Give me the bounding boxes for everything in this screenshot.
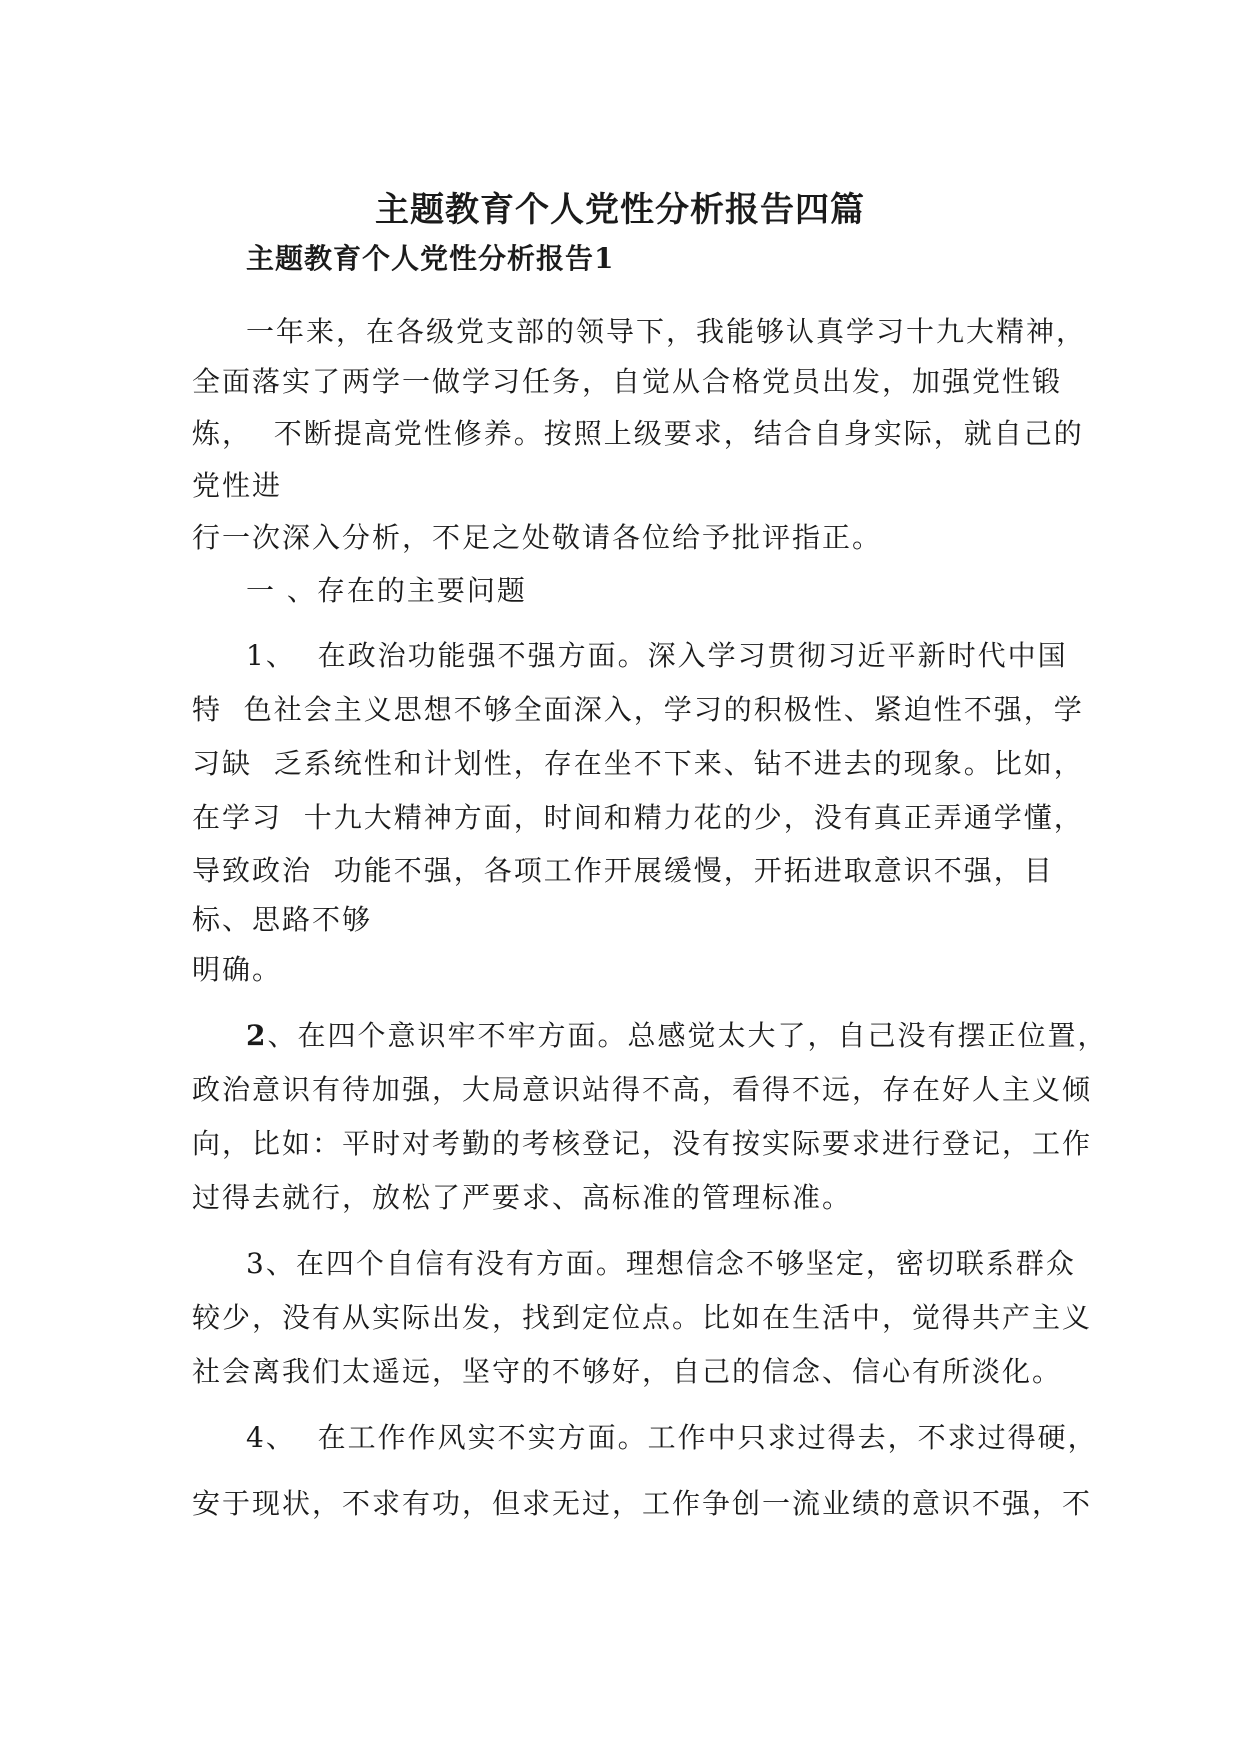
item-line: 导致政治 功能不强，各项工作开展缓慢，开拓进取意识不强，目 xyxy=(192,854,1054,887)
item-line: 标、思路不够 xyxy=(192,903,373,936)
paragraph-line: 行一次深入分析，不足之处敬请各位给予批评指正。 xyxy=(192,521,883,554)
item-text: 、在四个意识牢不牢方面。总感觉太大了，自己没有摆正位置， xyxy=(267,1019,1108,1052)
paragraph-line: 党性进 xyxy=(192,469,283,502)
item-line: 习缺 乏系统性和计划性，存在坐不下来、钻不进去的现象。比如， xyxy=(192,747,1084,780)
item-line: 4、 在工作作风实不实方面。工作中只求过得去，不求过得硬， xyxy=(246,1421,1098,1454)
item-line: 安于现状，不求有功，但求无过，工作争创一流业绩的意识不强，不 xyxy=(192,1487,1093,1520)
item-line: 向，比如：平时对考勤的考核登记，没有按实际要求进行登记，工作 xyxy=(192,1127,1093,1160)
item-line: 明确。 xyxy=(192,953,283,986)
item-line: 政治意识有待加强，大局意识站得不高，看得不远，存在好人主义倾 xyxy=(192,1073,1093,1106)
paragraph-line: 全面落实了两学一做学习任务，自觉从合格党员出发，加强党性锻 xyxy=(192,365,1063,398)
item-line: 3、在四个自信有没有方面。理想信念不够坚定，密切联系群众 xyxy=(246,1247,1076,1280)
item-line: 较少，没有从实际出发，找到定位点。比如在生活中，觉得共产主义 xyxy=(192,1301,1093,1334)
paragraph-line: 炼， 不断提高党性修养。按照上级要求，结合自身实际，就自己的 xyxy=(192,417,1084,450)
paragraph-line: 一年来，在各级党支部的领导下，我能够认真学习十九大精神， xyxy=(246,315,1087,348)
item-line: 过得去就行，放松了严要求、高标准的管理标准。 xyxy=(192,1181,853,1214)
document-title: 主题教育个人党性分析报告四篇 xyxy=(375,190,865,230)
report-subtitle: 主题教育个人党性分析报告1 xyxy=(246,242,615,275)
section-heading: 一 、存在的主要问题 xyxy=(246,574,527,607)
item-line: 在学习 十九大精神方面，时间和精力花的少，没有真正弄通学懂， xyxy=(192,801,1084,834)
item-line xyxy=(246,1018,1108,1054)
item-line: 1、 在政治功能强不强方面。深入学习贯彻习近平新时代中国 xyxy=(246,639,1068,672)
item-line: 社会离我们太遥远，坚守的不够好，自己的信念、信心有所淡化。 xyxy=(192,1355,1063,1388)
item-line: 特 色社会主义思想不够全面深入，学习的积极性、紧迫性不强，学 xyxy=(192,693,1084,726)
item-number: 2 xyxy=(246,1019,268,1052)
